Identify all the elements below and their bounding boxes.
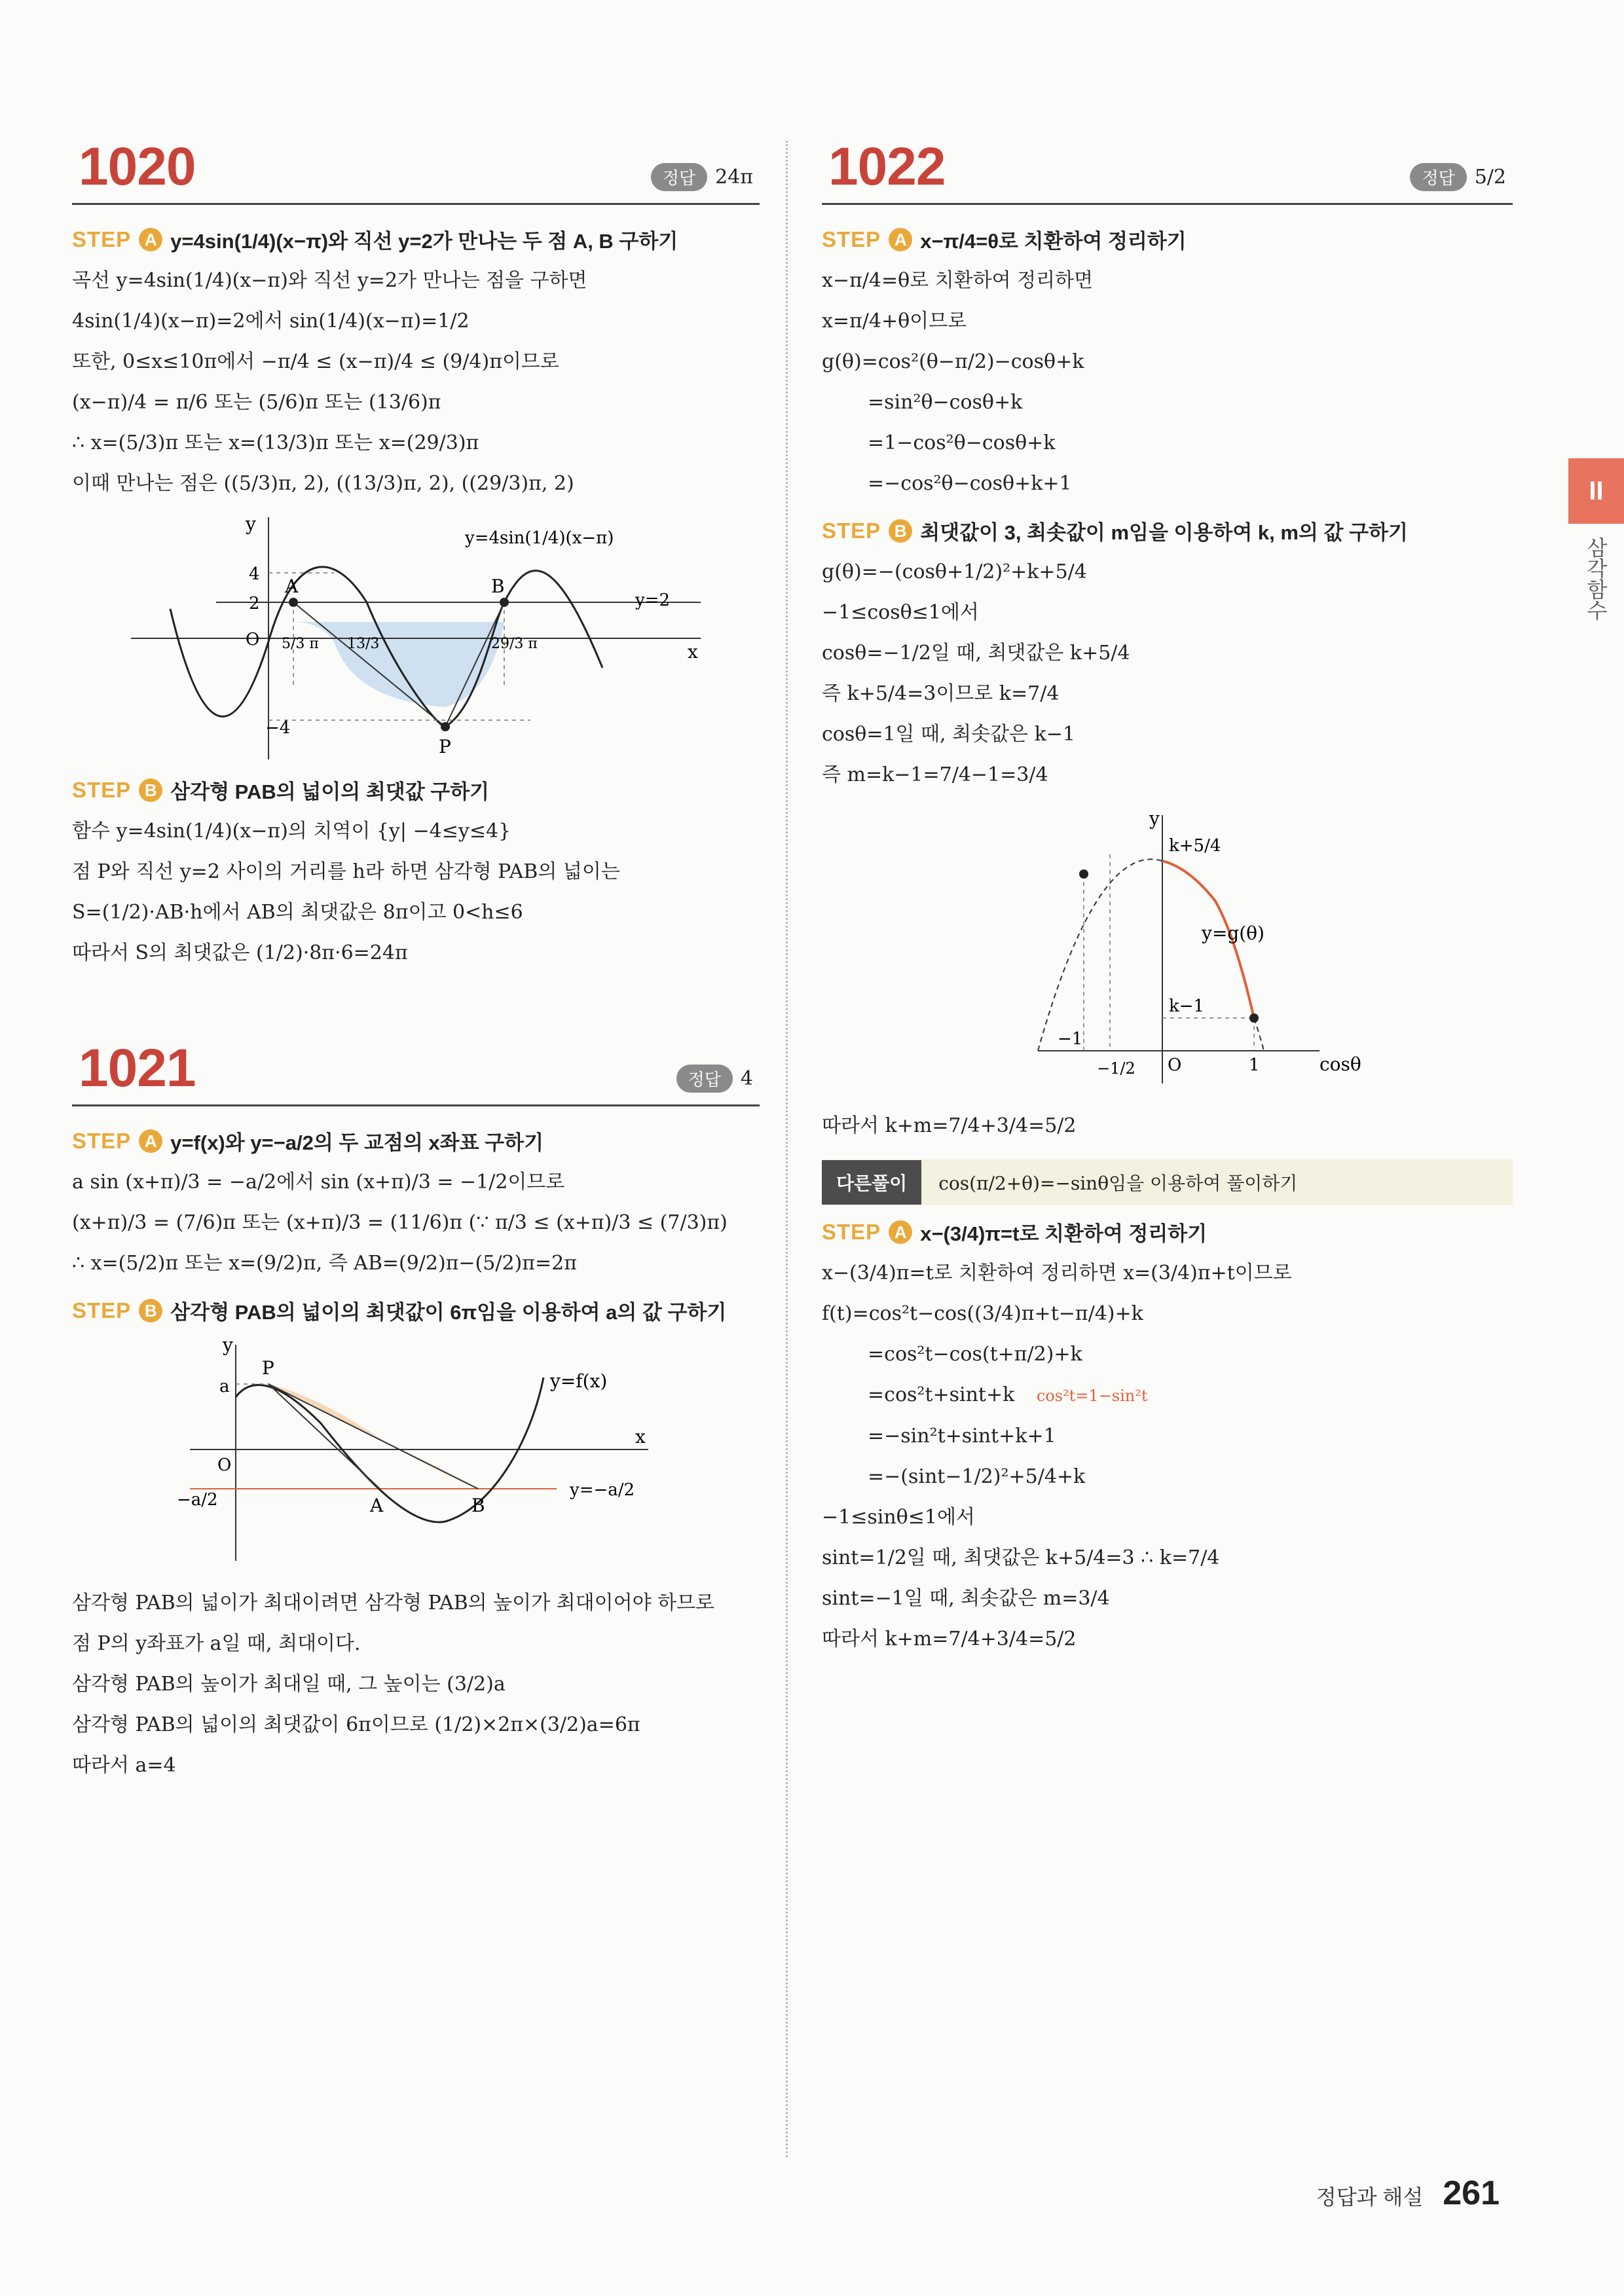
solution-line: =−(sint−1/2)²+5/4+k <box>868 1465 1086 1488</box>
step-title: x−(3/4)π=t로 치환하여 정리하기 <box>920 1222 1208 1245</box>
step-a <box>72 225 760 254</box>
step-title: 최댓값이 3, 최솟값이 m임을 이용하여 k, m의 값 구하기 <box>920 521 1408 544</box>
solution-line: ∴ x=(5/2)π 또는 x=(9/2)π, 즉 AB=(9/2)π−(5/2)π=2π <box>72 1252 577 1275</box>
x-tick: 5/3 π <box>282 636 319 652</box>
solution-line: a sin (x+π)/3 = −a/2에서 sin (x+π)/3 = −1/2이므로 <box>72 1171 565 1194</box>
solution-line: x−(3/4)π=t로 치환하여 정리하면 x=(3/4)π+t이므로 <box>822 1262 1292 1285</box>
label-b: B <box>491 575 505 597</box>
problem-header-1020 <box>72 131 760 205</box>
solution-line: cosθ=1일 때, 최솟값은 k−1 <box>822 723 1075 746</box>
parabola-graph <box>822 802 1477 1090</box>
solution-line: =cos²t−cos(t+π/2)+k <box>868 1343 1082 1366</box>
solution-text: =cos²t+sint+k <box>868 1383 1015 1406</box>
chapter-label: 삼각함수 <box>1584 537 1608 621</box>
origin-label: O <box>246 630 260 649</box>
step-b <box>822 516 1513 545</box>
answer-value: 24π <box>715 166 753 189</box>
solution-line: =−cos²θ−cosθ+k+1 <box>868 472 1072 495</box>
curve-dashed <box>1038 859 1162 1051</box>
problem-number: 1021 <box>79 1038 196 1098</box>
solution-line: g(θ)=−(cosθ+1/2)²+k+5/4 <box>822 560 1087 583</box>
solution-line: sint=1/2일 때, 최댓값은 k+5/4=3 ∴ k=7/4 <box>822 1546 1220 1569</box>
step-letter: B <box>889 519 912 543</box>
answer-badge: 정답 <box>1410 163 1466 191</box>
solution-line: 즉 k+5/4=3이므로 k=7/4 <box>822 682 1060 705</box>
step-tag: STEP <box>822 518 881 543</box>
shaded-region <box>293 622 504 707</box>
problem-header-1021 <box>72 1032 760 1106</box>
step-letter: A <box>889 228 912 251</box>
step-title: y=f(x)와 y=−a/2의 두 교점의 x좌표 구하기 <box>170 1131 544 1154</box>
answer-badge: 정답 <box>651 163 707 191</box>
y-tick: 2 <box>249 594 260 613</box>
solution-line: S=(1/2)·AB·h에서 AB의 최댓값은 8π이고 0<h≤6 <box>72 901 523 924</box>
origin-label: O <box>217 1455 232 1475</box>
footer-label: 정답과 해설 <box>1316 2185 1424 2209</box>
curve-label: y=g(θ) <box>1202 922 1264 944</box>
solution-line: x=π/4+θ이므로 <box>822 310 967 333</box>
answer <box>1410 163 1506 191</box>
step-tag: STEP <box>72 227 132 251</box>
solution-line: 따라서 a=4 <box>72 1754 176 1777</box>
x-tick: 13/3 <box>347 636 380 652</box>
solution-line: 또한, 0≤x≤10π에서 −π/4 ≤ (x−π)/4 ≤ (9/4)π이므로 <box>72 350 559 373</box>
curve-dashed <box>1254 1018 1264 1051</box>
solution-line: =−sin²t+sint+k+1 <box>868 1425 1056 1448</box>
step-letter: B <box>139 1299 162 1322</box>
solution-line: 함수 y=4sin(1/4)(x−π)의 치역이 {y| −4≤y≤4} <box>72 820 511 843</box>
solution-line: (x−π)/4 = π/6 또는 (5/6)π 또는 (13/6)π <box>72 391 441 414</box>
alt-step-a <box>822 1217 1513 1247</box>
solution-line: −1≤cosθ≤1에서 <box>822 601 979 624</box>
answer <box>676 1065 753 1093</box>
graph-1021 <box>72 1332 760 1570</box>
origin-label: O <box>1168 1055 1182 1075</box>
step-a <box>72 1126 760 1156</box>
step-title: 삼각형 PAB의 넓이의 최댓값 구하기 <box>170 780 490 803</box>
point-max <box>1079 869 1088 879</box>
solution-line <box>822 1375 1513 1416</box>
column-divider <box>786 141 788 2157</box>
solution-line: 따라서 k+m=7/4+3/4=5/2 <box>822 1628 1077 1650</box>
solution-line: 삼각형 PAB의 높이가 최대일 때, 그 높이는 (3/2)a <box>72 1673 506 1696</box>
x-tick: −1/2 <box>1097 1059 1135 1078</box>
x-tick: −1 <box>1058 1029 1083 1049</box>
line-label: y=2 <box>635 591 671 610</box>
alt-solution-text: cos(π/2+θ)=−sinθ임을 이용하여 풀이하기 <box>938 1173 1298 1194</box>
step-letter: B <box>139 778 162 802</box>
solution-line: sint=−1일 때, 최솟값은 m=3/4 <box>822 1587 1110 1610</box>
y-axis-label: y <box>1149 808 1160 829</box>
alt-solution-tag: 다른풀이 <box>822 1160 921 1205</box>
y-tick: a <box>219 1377 230 1396</box>
solution-line: cosθ=−1/2일 때, 최댓값은 k+5/4 <box>822 642 1130 665</box>
min-label: k−1 <box>1169 996 1205 1016</box>
y-tick: −a/2 <box>177 1490 218 1510</box>
step-tag: STEP <box>72 777 132 802</box>
step-b <box>72 775 760 805</box>
solution-line: 점 P의 y좌표가 a일 때, 최대이다. <box>72 1632 361 1655</box>
graph-1022 <box>822 802 1513 1093</box>
solution-line: −1≤sinθ≤1에서 <box>822 1506 975 1529</box>
step-letter: A <box>889 1220 912 1244</box>
curve-label: y=4sin(1/4)(x−π) <box>465 528 614 548</box>
alt-solution-bar <box>822 1159 1513 1205</box>
solution-line: 4sin(1/4)(x−π)=2에서 sin(1/4)(x−π)=1/2 <box>72 310 470 333</box>
step-title: y=4sin(1/4)(x−π)와 직선 y=2가 만나는 두 점 A, B 구하기 <box>170 230 678 253</box>
y-tick: −4 <box>265 718 291 738</box>
x-tick: 29/3 π <box>491 636 538 652</box>
graph-1020 <box>72 511 760 762</box>
sine-graph <box>72 1332 727 1567</box>
solution-line: 삼각형 PAB의 넓이가 최대이려면 삼각형 PAB의 높이가 최대이어야 하므로 <box>72 1592 715 1614</box>
y-tick: 4 <box>249 564 260 584</box>
y-axis-label: y <box>246 513 256 535</box>
page-footer <box>1316 2174 1500 2213</box>
step-b <box>72 1296 760 1325</box>
solution-line: f(t)=cos²t−cos((3/4)π+t−π/4)+k <box>822 1302 1143 1325</box>
curve-label: y=f(x) <box>550 1370 608 1392</box>
chapter-tab: II <box>1568 458 1624 524</box>
x-axis-label: cosθ <box>1320 1053 1361 1075</box>
step-letter: A <box>139 228 162 251</box>
label-a: A <box>370 1495 384 1516</box>
solution-line: ∴ x=(5/3)π 또는 x=(13/3)π 또는 x=(29/3)π <box>72 431 479 454</box>
point-p <box>441 722 450 731</box>
x-axis-label: x <box>635 1426 646 1448</box>
solution-line: 따라서 S의 최댓값은 (1/2)·8π·6=24π <box>72 941 408 964</box>
answer-value: 5/2 <box>1474 166 1506 189</box>
answer <box>651 163 753 191</box>
solution-line: 즉 m=k−1=7/4−1=3/4 <box>822 763 1048 786</box>
step-title: x−π/4=θ로 치환하여 정리하기 <box>920 230 1187 253</box>
problem-header-1022 <box>822 131 1513 205</box>
line-label: y=−a/2 <box>570 1480 635 1500</box>
step-letter: A <box>139 1129 162 1153</box>
solution-line: 따라서 k+m=7/4+3/4=5/2 <box>822 1114 1077 1137</box>
x-axis-label: x <box>688 641 698 663</box>
x-tick: 1 <box>1249 1055 1260 1075</box>
page-number: 261 <box>1443 2174 1500 2212</box>
left-column <box>72 131 760 1786</box>
label-a: A <box>285 575 299 597</box>
answer-badge: 정답 <box>676 1065 733 1093</box>
step-tag: STEP <box>72 1298 132 1322</box>
segment-pb <box>268 1384 478 1489</box>
step-tag: STEP <box>822 227 881 251</box>
right-column <box>822 131 1513 1660</box>
label-p: P <box>439 736 451 757</box>
answer-value: 4 <box>740 1067 753 1090</box>
solution-line: 점 P와 직선 y=2 사이의 거리를 h라 하면 삼각형 PAB의 넓이는 <box>72 860 620 883</box>
problem-number: 1022 <box>828 137 946 196</box>
solution-line: =sin²θ−cosθ+k <box>868 391 1023 414</box>
solution-line: 삼각형 PAB의 넓이의 최댓값이 6π이므로 (1/2)×2π×(3/2)a=6π <box>72 1713 640 1736</box>
solution-line: =1−cos²θ−cosθ+k <box>868 431 1056 454</box>
y-axis-label: y <box>223 1334 233 1356</box>
segment-pa <box>268 1384 380 1489</box>
solution-line: g(θ)=cos²(θ−π/2)−cosθ+k <box>822 350 1084 373</box>
max-label: k+5/4 <box>1169 836 1221 856</box>
problem-number: 1020 <box>79 137 196 196</box>
step-a <box>822 225 1513 254</box>
step-title: 삼각형 PAB의 넓이의 최댓값이 6π임을 이용하여 a의 값 구하기 <box>170 1301 727 1324</box>
sine-graph <box>72 511 727 759</box>
solution-line: (x+π)/3 = (7/6)π 또는 (x+π)/3 = (11/6)π (∵ π/3 ≤ (x+π)/3 ≤ (7/3)π) <box>72 1211 728 1234</box>
solution-line: 곡선 y=4sin(1/4)(x−π)와 직선 y=2가 만나는 점을 구하면 <box>72 269 587 292</box>
identity-note: cos²t=1−sin²t <box>1036 1387 1148 1405</box>
solution-line: 이때 만나는 점은 ((5/3)π, 2), ((13/3)π, 2), ((29/3)π, 2) <box>72 472 574 495</box>
label-b: B <box>471 1495 485 1516</box>
point-b <box>500 598 509 607</box>
point-a <box>289 598 298 607</box>
step-tag: STEP <box>822 1219 881 1244</box>
label-p: P <box>262 1357 274 1379</box>
step-tag: STEP <box>72 1128 132 1153</box>
solution-line: x−π/4=θ로 치환하여 정리하면 <box>822 269 1094 292</box>
point-min <box>1249 1013 1259 1023</box>
